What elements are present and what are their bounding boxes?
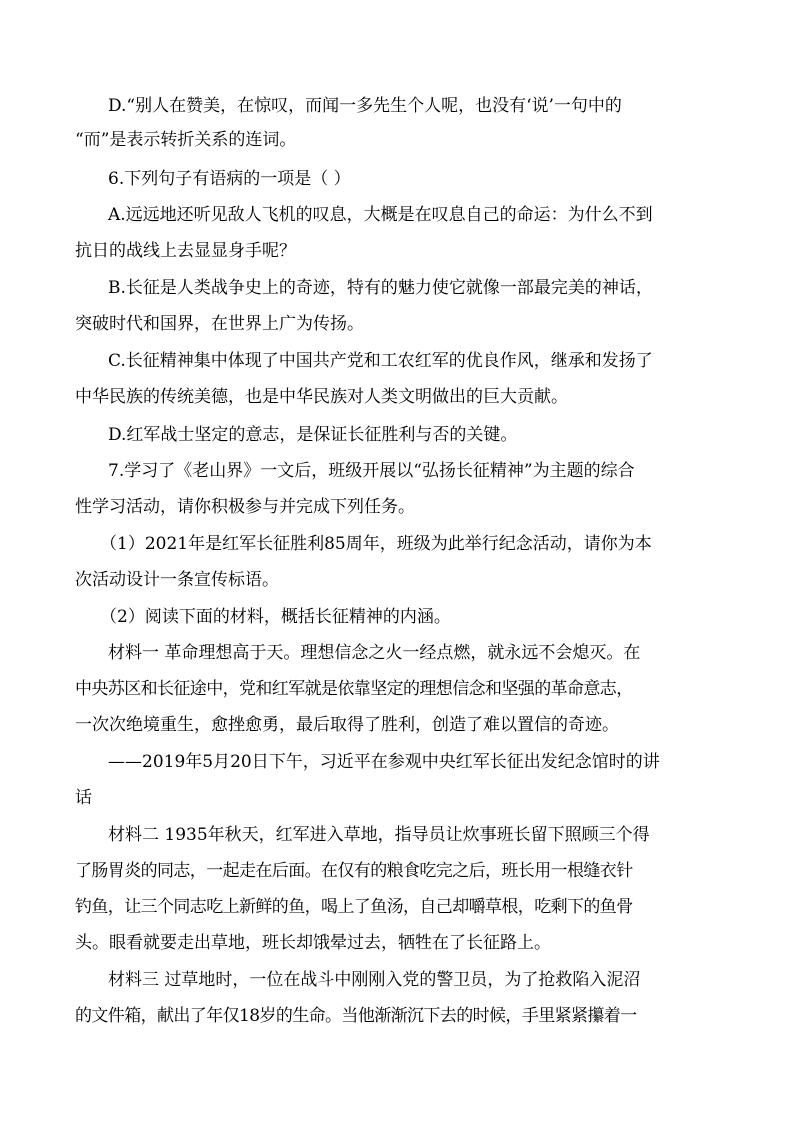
material-2-line4: 头。眼看就要走出草地，班长却饿晕过去，牺牲在了长征路上。 [75,933,551,953]
question-6-stem: 6.下列句子有语病的一项是（ ） [108,169,351,189]
material-2-line2: 了肠胃炎的同志，一起走在后面。在仅有的粮食吃完之后，班长用一根缝衣针 [75,861,633,881]
material-1-line2: 中央苏区和长征途中，党和红军就是依靠坚定的理想信念和坚强的革命意志， [75,679,633,699]
option-d-q6: D.红军战士坚定的意志，是保证长征胜利与否的关键。 [108,425,518,445]
option-a-line2: 抗日的战线上去显显身手呢？ [75,241,296,261]
option-d-q5-line1: D.“别人在赞美，在惊叹，而闻一多先生个人呢，也没有‘说’一句中的 [108,96,622,116]
option-b-line1: B.长征是人类战争史上的奇迹，特有的魅力使它就像一部最完美的神话， [108,278,653,298]
option-c-line1: C.长征精神集中体现了中国共产党和工农红军的优良作风，继承和发扬了 [108,351,653,371]
material-3-line2: 的文件箱，献出了年仅18岁的生命。当他渐渐沉下去的时候，手里紧紧攥着一 [75,1006,637,1026]
material-1-source-line1: ——2019年5月20日下午，习近平在参观中央红军长征出发纪念馆时的讲 [108,752,660,772]
material-1-line1: 材料一 革命理想高于天。理想信念之火一经点燃，就永远不会熄灭。在 [108,643,641,663]
task-1-line2: 次活动设计一条宣传标语。 [75,570,279,590]
task-2-stem: （2）阅读下面的材料，概括长征精神的内涵。 [100,607,451,627]
material-3-line1: 材料三 过草地时，一位在战斗中刚刚入党的警卫员，为了抢救陷入泥沼 [108,970,641,990]
material-1-line3: 一次次绝境重生，愈挫愈勇，最后取得了胜利，创造了难以置信的奇迹。 [75,715,619,735]
task-1-line1: （1）2021年是红军长征胜利85周年，班级为此举行纪念活动，请你为本 [100,534,652,554]
material-1-source-line2: 话 [75,788,92,808]
question-7-stem-line2: 性学习活动，请你积极参与并完成下列任务。 [75,497,415,517]
option-c-line2: 中华民族的传统美德，也是中华民族对人类文明做出的巨大贡献。 [75,387,568,407]
material-2-line3: 钓鱼，让三个同志吃上新鲜的鱼，喝上了鱼汤，自己却嚼草根，吃剩下的鱼骨 [75,897,633,917]
question-7-stem-line1: 7.学习了《老山界》一文后，班级开展以“弘扬长征精神”为主题的综合 [108,461,635,481]
option-b-line2: 突破时代和国界，在世界上广为传扬。 [75,314,364,334]
material-2-line1: 材料二 1935年秋天，红军进入草地，指导员让炊事班长留下照顾三个得 [108,825,650,845]
option-d-q5-line2: “而”是表示转折关系的连词。 [75,130,297,150]
option-a-line1: A.远远地还听见敌人飞机的叹息，大概是在叹息自己的命运：为什么不到 [108,205,653,225]
